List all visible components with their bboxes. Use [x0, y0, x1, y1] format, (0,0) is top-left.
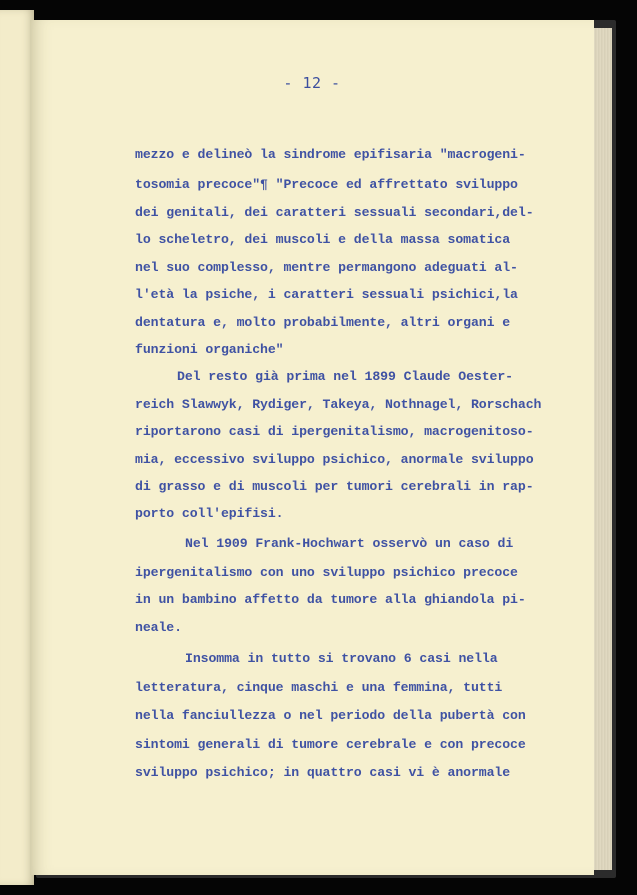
text-line-17: in un bambino affetto da tumore alla ghiandola pi- — [135, 592, 526, 607]
typed-page — [30, 20, 594, 875]
text-line-14: porto coll'epifisi. — [135, 506, 284, 521]
text-line-21: nella fanciullezza o nel periodo della pubertà con — [135, 708, 526, 723]
text-line-15: Nel 1909 Frank-Hochwart osservò un caso di — [185, 536, 514, 551]
text-line-16: ipergenitalismo con uno sviluppo psichico precoce — [135, 565, 518, 580]
text-line-8: funzioni organiche" — [135, 342, 284, 357]
text-line-19: Insomma in tutto si trovano 6 casi nella — [185, 651, 498, 666]
previous-page-edge — [0, 10, 34, 885]
text-line-20: letteratura, cinque maschi e una femmina, tutti — [135, 680, 503, 695]
text-line-6: l'età la psiche, i caratteri sessuali psichici,la — [135, 287, 518, 302]
text-line-7: dentatura e, molto probabilmente, altri organi e — [135, 315, 511, 330]
text-line-5: nel suo complesso, mentre permangono adeguati al- — [135, 260, 518, 275]
text-line-9: Del resto già prima nel 1899 Claude Oester- — [177, 369, 513, 384]
text-line-13: di grasso e di muscoli per tumori cerebrali in rap- — [135, 479, 534, 494]
page-number: - 12 - — [283, 74, 341, 92]
text-line-22: sintomi generali di tumore cerebrale e con precoce — [135, 737, 526, 752]
text-line-23: sviluppo psichico; in quattro casi vi è anormale — [135, 765, 511, 780]
text-line-10: reich Slawwyk, Rydiger, Takeya, Nothnagel, Rorschach — [135, 397, 542, 412]
text-line-18: neale. — [135, 620, 182, 635]
text-line-12: mia, eccessivo sviluppo psichico, anormale sviluppo — [135, 452, 534, 467]
text-line-11: riportarono casi di ipergenitalismo, macrogenitoso- — [135, 424, 534, 439]
text-line-4: lo scheletro, dei muscoli e della massa somatica — [135, 232, 511, 247]
text-line-3: dei genitali, dei caratteri sessuali secondari,del- — [135, 205, 534, 220]
text-line-2: tosomia precoce"¶ "Precoce ed affrettato sviluppo — [135, 177, 518, 192]
text-line-1: mezzo e delineò la sindrome epifisaria "macrogeni- — [135, 147, 526, 162]
